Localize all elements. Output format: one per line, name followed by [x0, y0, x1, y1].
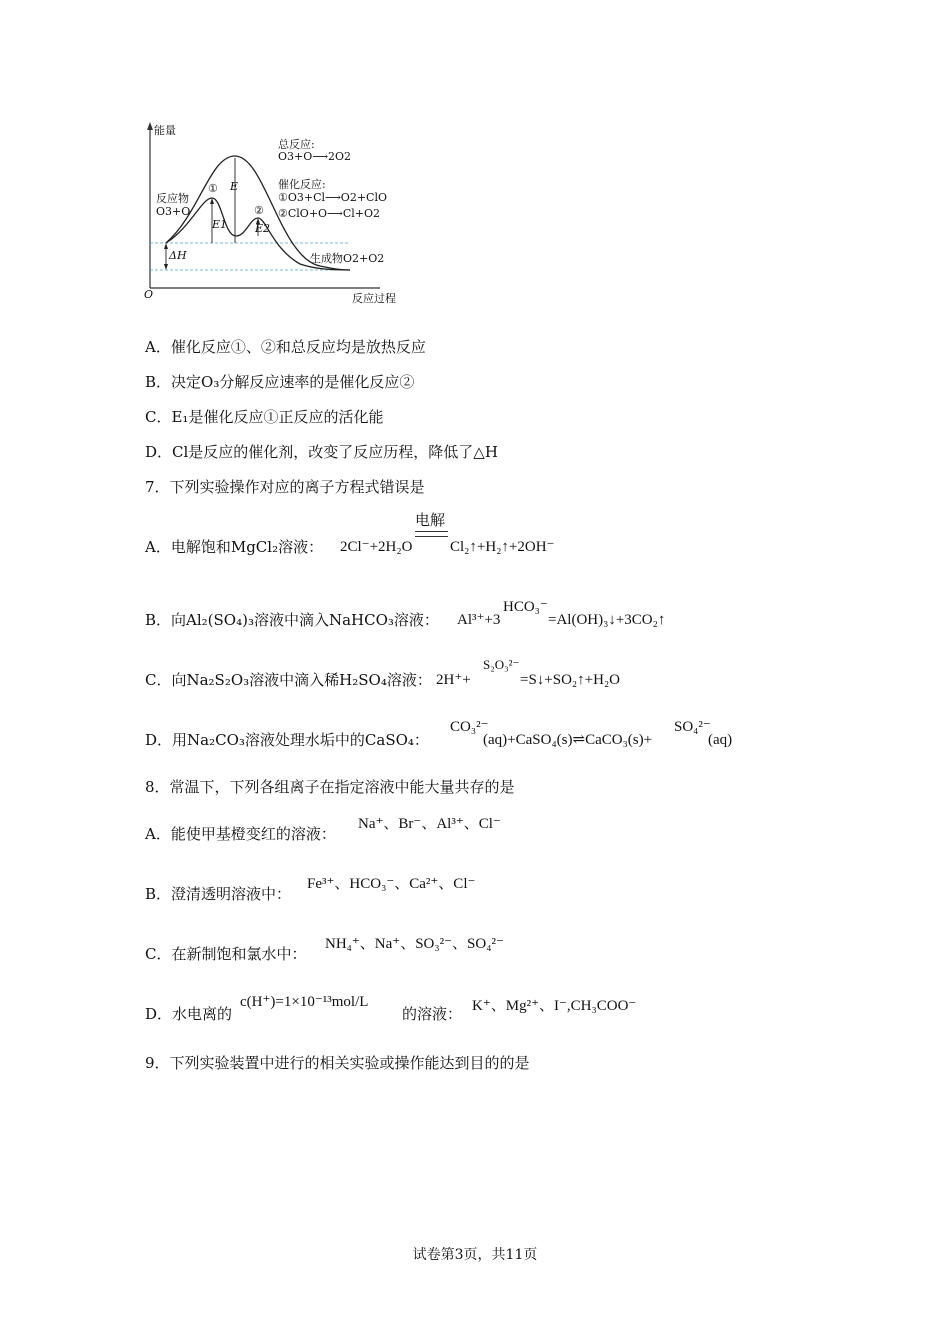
q7-stem: 7．下列实验操作对应的离子方程式错误是: [145, 478, 425, 496]
q8-option-B-prefix: B．澄清透明溶液中：: [145, 885, 292, 903]
q8-option-C-ions: NH₄⁺、Na⁺、SO₃²⁻、SO₄²⁻: [325, 936, 504, 952]
product-label: 生成物O2+O2: [310, 252, 385, 265]
q8-stem: 8．常温下，下列各组离子在指定溶液中能大量共存的是: [145, 778, 515, 796]
q8-option-A-ions: Na⁺、Br⁻、Al³⁺、Cl⁻: [358, 816, 501, 832]
peak-1-label: ①: [208, 182, 218, 195]
page-footer: 试卷第3页，共11页: [412, 1247, 538, 1263]
q7-option-B-ion: HCO₃⁻: [503, 599, 548, 615]
q7-option-B-prefix: B．向Al₂(SO₄)₃溶液中滴入NaHCO₃溶液：: [145, 611, 439, 629]
q8-option-D-condition: c(H⁺)=1×10⁻¹³mol/L: [240, 994, 369, 1010]
q6-option-A: A．催化反应①、②和总反应均是放热反应: [145, 338, 426, 356]
catalytic-reaction-1: ①O3+Cl⟶O2+ClO: [278, 191, 387, 204]
E2-label: E2: [255, 222, 271, 235]
q7-option-C-ion: S₂O₃²⁻: [483, 657, 520, 672]
q7-option-A-condition: 电解: [415, 511, 446, 529]
catalytic-reaction-2: ②ClO+O⟶Cl+O2: [278, 207, 380, 220]
q8-option-D-ions: K⁺、Mg²⁺、I⁻,CH₃COO⁻: [472, 998, 637, 1014]
q6-option-D: D．Cl是反应的催化剂，改变了反应历程，降低了△H: [145, 443, 498, 461]
origin-label: O: [144, 288, 154, 301]
q8-option-D-mid: 的溶液：: [402, 1005, 463, 1023]
energy-diagram: [140, 118, 410, 306]
peak-2-label: ②: [254, 204, 264, 217]
y-axis-arrow: [147, 122, 153, 130]
peak-E-label: E: [230, 180, 239, 193]
q8-option-A-prefix: A．能使甲基橙变红的溶液：: [145, 825, 336, 843]
q9-stem: 9．下列实验装置中进行的相关实验或操作能达到目的的是: [145, 1054, 530, 1072]
q7-option-C-eq-left: 2H⁺+: [436, 672, 471, 688]
dH-label: ΔH: [169, 249, 187, 262]
q7-option-C-prefix: C．向Na₂S₂O₃溶液中滴入稀H₂SO₄溶液：: [145, 671, 432, 689]
q7-option-B-eq-right: =Al(OH)₃↓+3CO₂↑: [548, 612, 666, 628]
q7-option-A-eq-left: 2Cl⁻+2H₂O: [340, 539, 413, 555]
q7-option-A-eq-right: Cl₂↑+H₂↑+2OH⁻: [450, 539, 555, 555]
q7-option-D-prefix: D．用Na₂CO₃溶液处理水垢中的CaSO₄：: [145, 731, 429, 749]
total-reaction: O3+O⟶2O2: [278, 150, 352, 163]
q7-option-D-ion-2: SO₄²⁻: [674, 719, 711, 735]
q6-option-B: B．决定O₃分解反应速率的是催化反应②: [145, 373, 415, 391]
y-axis-label: 能量: [154, 124, 176, 137]
q8-option-C-prefix: C．在新制饱和氯水中：: [145, 945, 307, 963]
q7-option-C-eq-right: =S↓+SO₂↑+H₂O: [520, 672, 621, 688]
q8-option-D-prefix: D．水电离的: [145, 1005, 233, 1023]
q7-option-D-ion-1: CO₃²⁻: [450, 719, 489, 735]
q7-option-A-equals: [415, 531, 448, 537]
reactant-formula: O3+O: [156, 205, 191, 218]
reactant-label: 反应物: [156, 192, 189, 205]
x-axis-label: 反应过程: [352, 292, 396, 305]
q8-option-B-ions: Fe³⁺、HCO₃⁻、Ca²⁺、Cl⁻: [307, 876, 476, 892]
q7-option-B-eq-left: Al³⁺+3: [457, 612, 501, 628]
q7-option-A-prefix: A．电解饱和MgCl₂溶液：: [145, 538, 324, 556]
E1-label: E1: [212, 218, 228, 231]
catalytic-title: 催化反应:: [278, 178, 326, 191]
q7-option-D-eq-end: (aq): [708, 732, 733, 748]
total-reaction-title: 总反应:: [278, 138, 315, 151]
q6-option-C: C．E₁是催化反应①正反应的活化能: [145, 408, 384, 426]
q7-option-D-eq-mid: (aq)+CaSO₄(s)⇌CaCO₃(s)+: [483, 732, 653, 748]
